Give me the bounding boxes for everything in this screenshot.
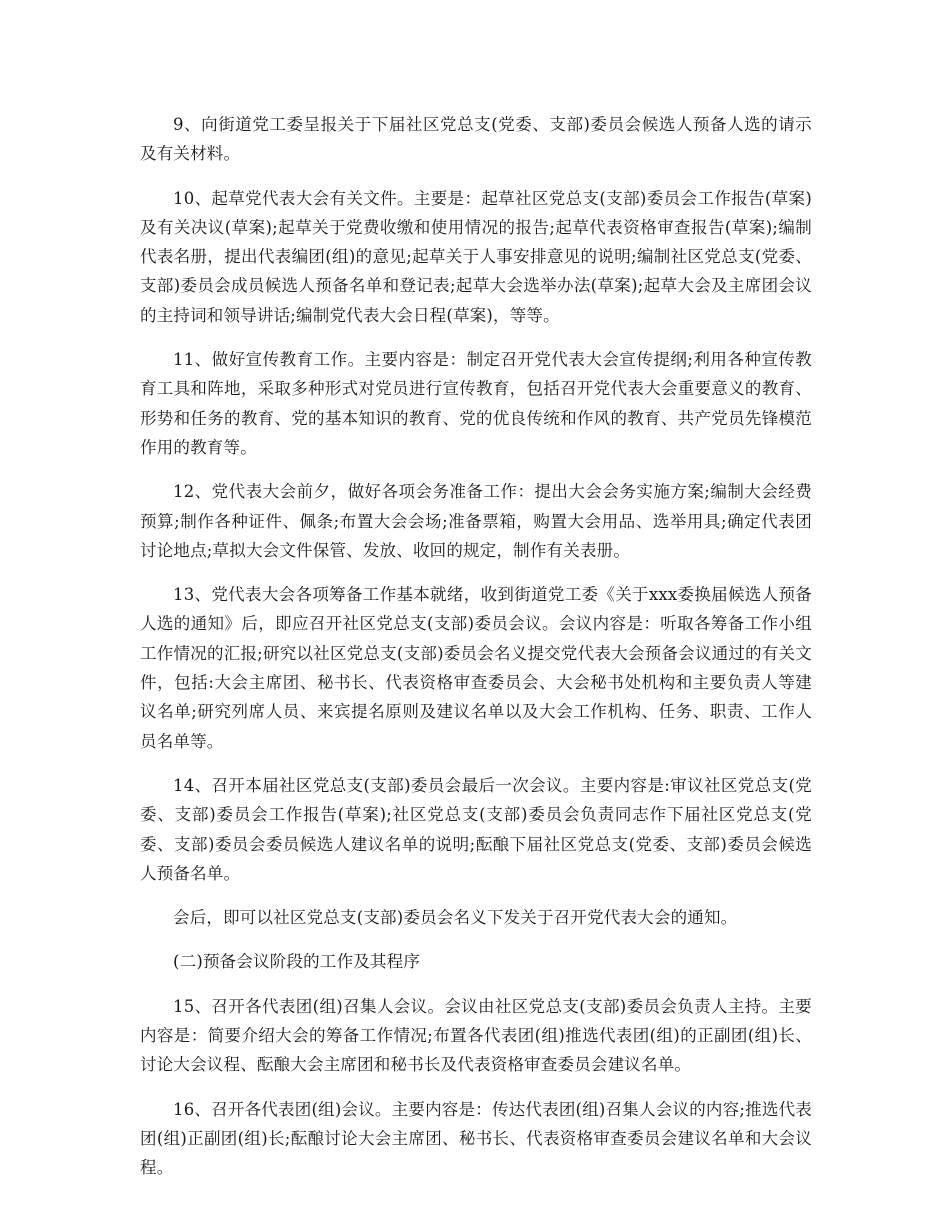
paragraph-item-10: 10、起草党代表大会有关文件。主要是：起草社区党总支(支部)委员会工作报告(草案)及有关决议(草案);起草关于党费收缴和使用情况的报告;起草代表资格审查报告(草案);编制代表名册，提出代表编团(组)的意见;起草关于人事安排意见的说明;编制社区党总支(党委、支部)委员会成员候选人预备名单和登记表;起草大会选举办法(草案);起草大会及主席团会议的主持词和领导讲话;编制党代表大会日程(草案)，等等。 [140, 188, 812, 325]
paragraph-item-12: 12、党代表大会前夕，做好各项会务准备工作：提出大会会务实施方案;编制大会经费预算;制作各种证件、佩条;布置大会会场;准备票箱，购置大会用品、选举用具;确定代表团讨论地点;草拟大会文件保管、发放、收回的规定，制作有关表册。 [140, 482, 812, 560]
paragraph-item-9: 9、向街道党工委呈报关于下届社区党总支(党委、支部)委员会候选人预备人选的请示及有关材料。 [140, 115, 812, 164]
document-body [140, 110, 812, 1198]
paragraph-item-13: 13、党代表大会各项筹备工作基本就绪，收到街道党工委《关于xxx委换届候选人预备人选的通知》后，即应召开社区党总支(支部)委员会议。会议内容是：听取各筹备工作小组工作情况的汇报;研究以社区党总支(支部)委员会名义提交党代表大会预备会议通过的有关文件，包括:大会主席团、秘书长、代表资格审查委员会、大会秘书处机构和主要负责人等建议名单;研究列席人员、来宾提名原则及建议名单以及大会工作机构、任务、职责、工作人员名单等。 [140, 585, 812, 751]
paragraph-item-15: 15、召开各代表团(组)召集人会议。会议由社区党总支(支部)委员会负责人主持。主要内容是：简要介绍大会的筹备工作情况;布置各代表团(组)推选代表团(组)的正副团(组)长、讨论大会议程、酝酿大会主席团和秘书长及代表资格审查委员会建议名单。 [140, 996, 812, 1075]
paragraph-item-11: 11、做好宣传教育工作。主要内容是：制定召开党代表大会宣传提纲;利用各种宣传教育工具和阵地，采取多种形式对党员进行宣传教育，包括召开党代表大会重要意义的教育、形势和任务的教育、党的基本知识的教育、党的优良传统和作风的教育、共产党员先锋模范作用的教育等。 [140, 350, 812, 457]
paragraph-item-14: 14、召开本届社区党总支(支部)委员会最后一次会议。主要内容是:审议社区党总支(党委、支部)委员会工作报告(草案);社区党总支(支部)委员会负责同志作下届社区党总支(党委、支部)委员会委员候选人建议名单的说明;酝酿下届社区党总支(党委、支部)委员会候选人预备名单。 [140, 775, 812, 883]
section-heading-preparatory-stage: (二)预备会议阶段的工作及其程序 [173, 952, 421, 972]
paragraph-item-16: 16、召开各代表团(组)会议。主要内容是：传达代表团(组)召集人会议的内容;推选代表团(组)正副团(组)长;酝酿讨论大会主席团、秘书长、代表资格审查委员会建议名单和大会议程。 [140, 1099, 812, 1178]
paragraph-followup-notice: 会后，即可以社区党总支(支部)委员会名义下发关于召开党代表大会的通知。 [173, 908, 738, 928]
